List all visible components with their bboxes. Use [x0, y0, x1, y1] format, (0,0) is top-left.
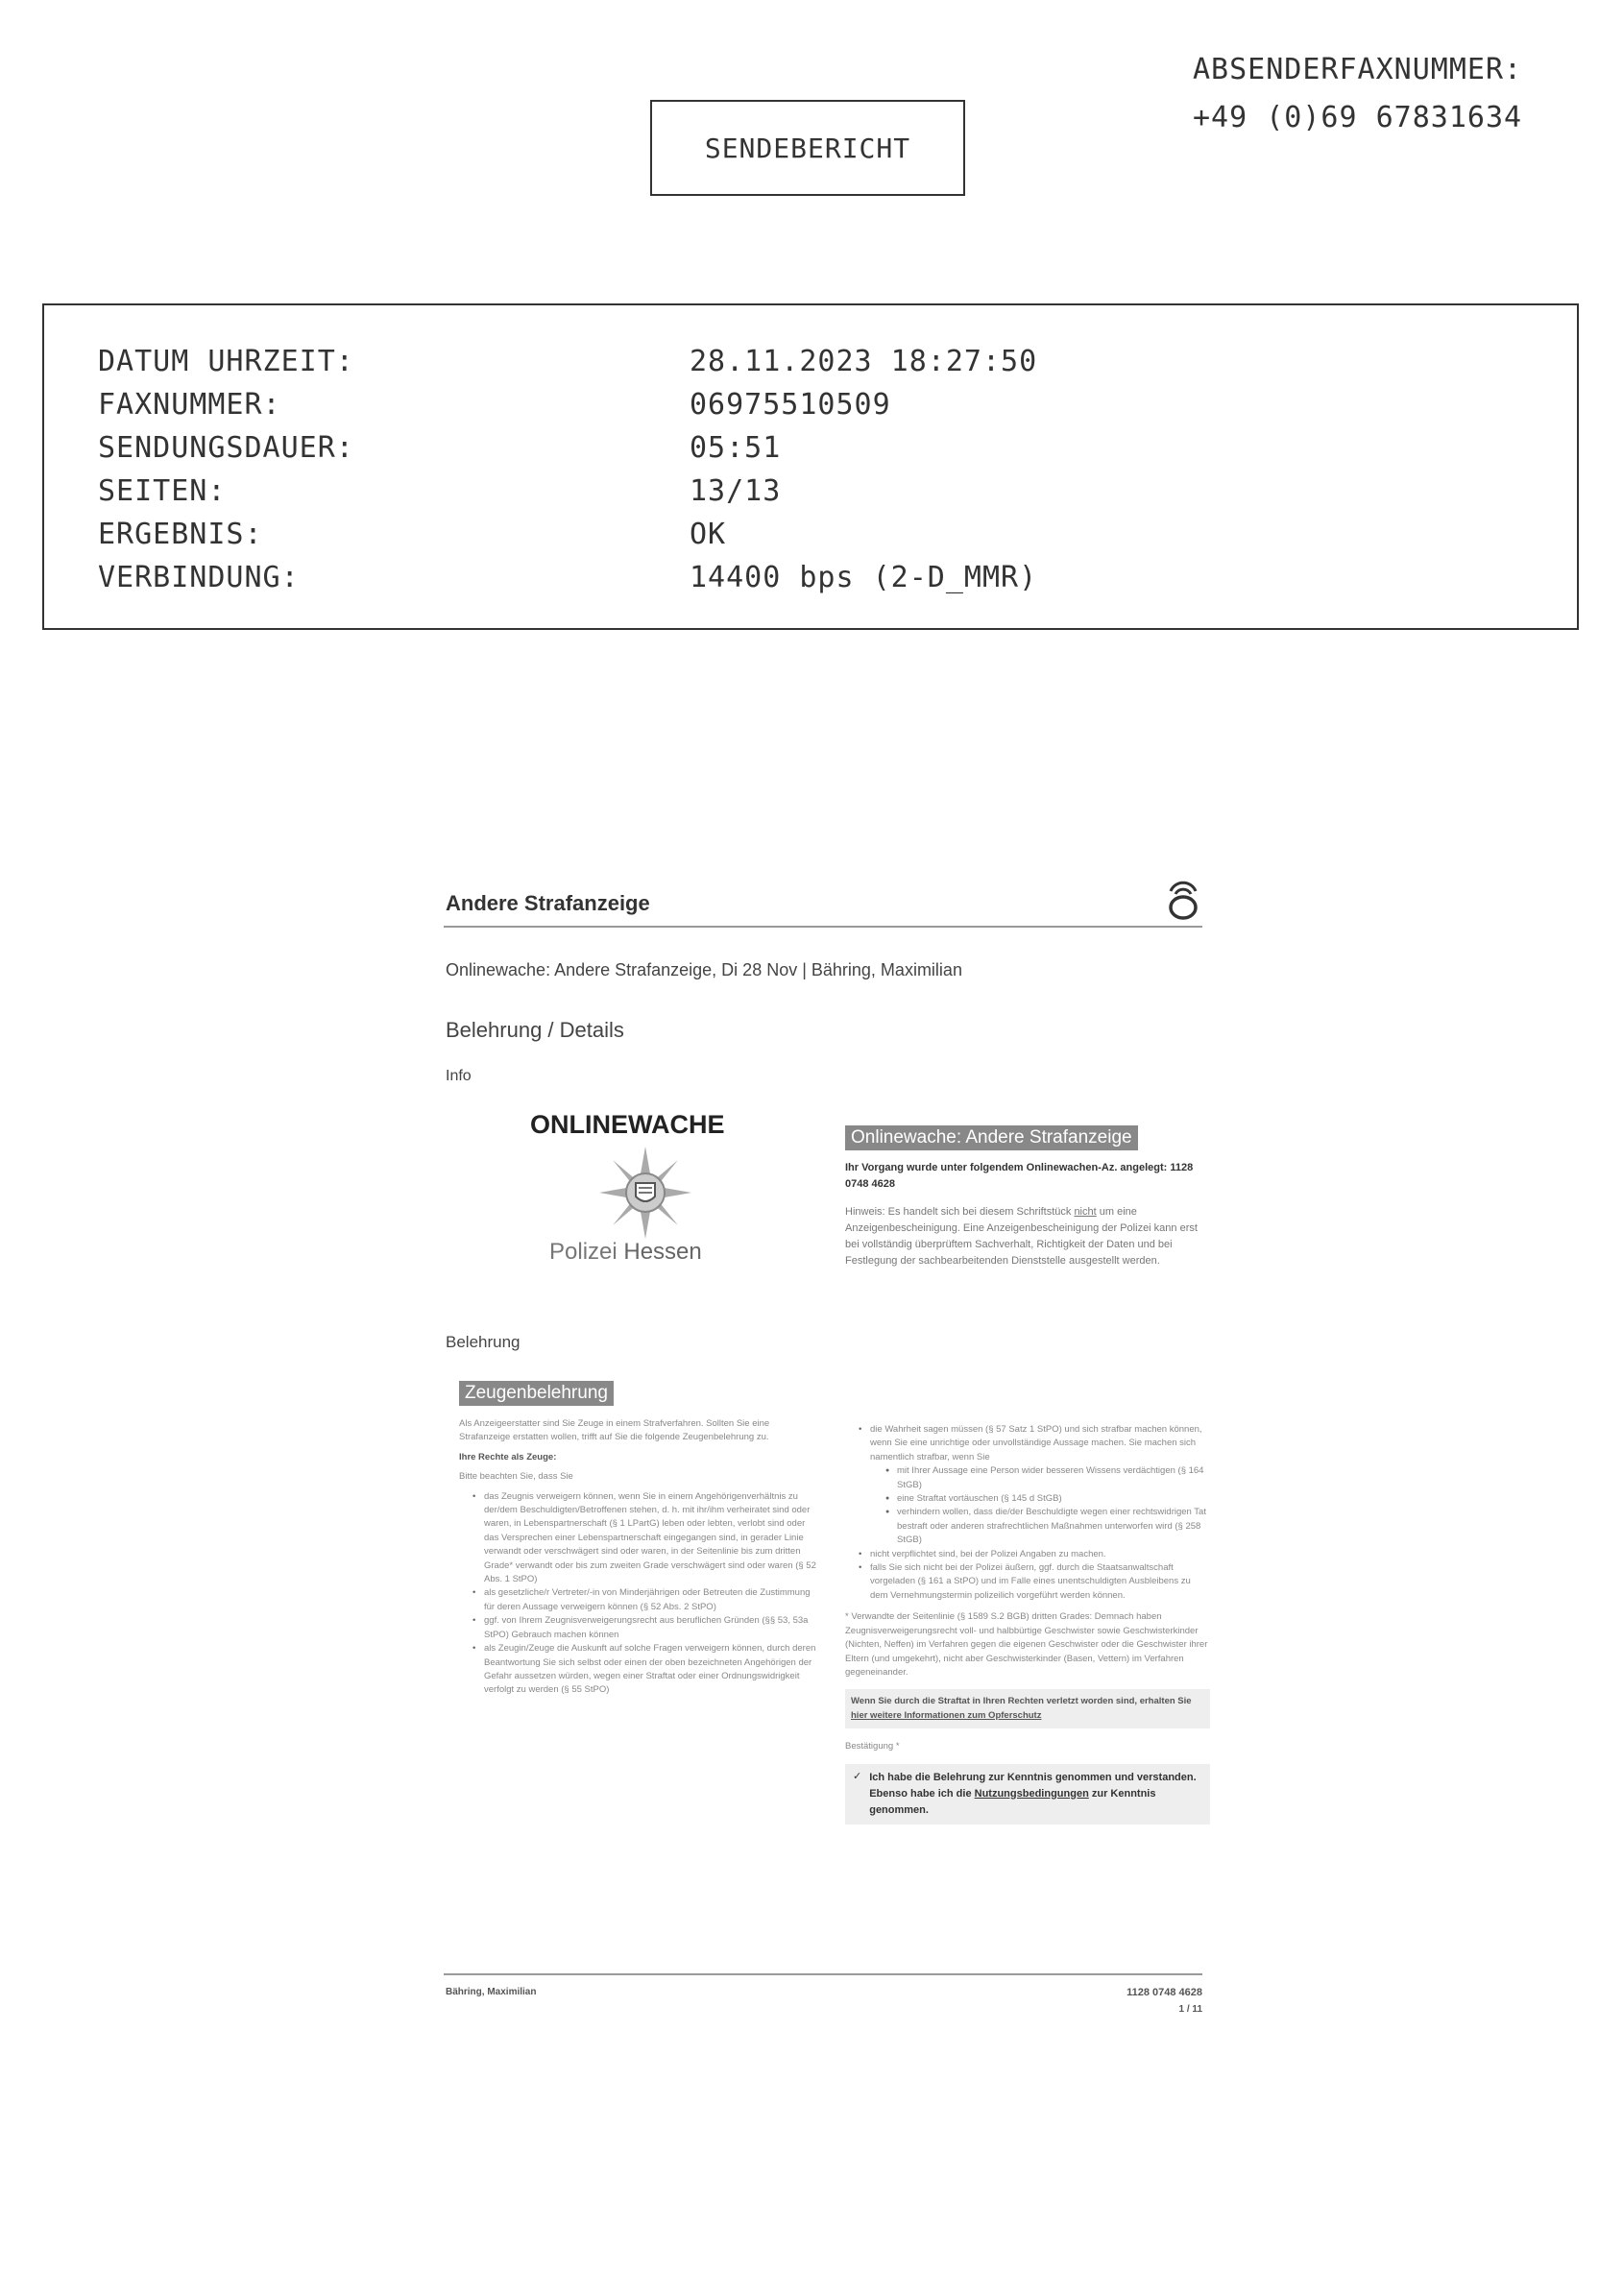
summary-row-verbindung	[98, 556, 1577, 599]
summary-value: 06975510509	[690, 388, 891, 422]
rechte-intro: Bitte beachten Sie, dass Sie	[459, 1471, 573, 1483]
logo-name	[549, 1239, 702, 1266]
logo-wordmark: ONLINEWACHE	[530, 1110, 725, 1139]
report-title: SENDEBERICHT	[650, 100, 965, 196]
police-star-icon	[597, 1145, 693, 1241]
summary-row-ergebnis	[98, 513, 1577, 556]
check-icon: ✓	[853, 1770, 862, 1782]
bestaetigung-label: Bestätigung *	[845, 1741, 900, 1752]
summary-value: 28.11.2023 18:27:50	[690, 345, 1038, 378]
summary-label: SEITEN:	[98, 474, 227, 508]
info-panel	[845, 1125, 1210, 1269]
embedded-document-page	[444, 864, 1212, 2017]
summary-label: FAXNUMMER:	[98, 388, 281, 422]
doc-header	[444, 864, 1202, 928]
summary-row-datum	[98, 340, 1577, 383]
list-item: ● verhindern wollen, dass die/der Beschuldigte wegen einer rechtswidrigen Tat bestraft oder anderen strafrechtlichen Maßnahmen unterworfen wird (§ 258 StGB)	[897, 1506, 1210, 1547]
zeugenbelehrung-title: Zeugenbelehrung	[459, 1381, 614, 1406]
sender-fax-label: ABSENDERFAXNUMMER:	[1193, 53, 1523, 86]
doc-subtitle: Onlinewache: Andere Strafanzeige, Di 28 Nov | Bähring, Maximilian	[446, 960, 962, 979]
section-title: Belehrung / Details	[446, 1018, 624, 1042]
logo-name-hessen: Hessen	[623, 1239, 702, 1265]
summary-value: 14400 bps (2-D_MMR)	[690, 561, 1038, 594]
zeugenbelehrung-left-column	[459, 1381, 820, 1698]
zeugenbelehrung-right-column	[845, 1423, 1210, 1825]
confirmation-text-part-2: zur Kenntnis genommen.	[869, 1787, 1156, 1816]
list-item: • als Zeugin/Zeuge die Auskunft auf solche Fragen verweigern können, durch deren Beantwortung Sie sich selbst oder einen der oben bezeichneten Angehörigen der Gefahr aussetzen würden, wegen einer Straftat oder einer Ordnungswidrigkeit verfolgt zu werden (§ 55 StPO)	[484, 1642, 820, 1698]
list-item: ● mit Ihrer Aussage eine Person wider besseren Wissens verdächtigen (§ 164 StGB)	[897, 1464, 1210, 1492]
sender-fax-number: +49 (0)69 67831634	[1193, 101, 1523, 134]
footer-page-number: 1 / 11	[1178, 2004, 1202, 2015]
pflicht-item-text: die Wahrheit sagen müssen (§ 57 Satz 1 StPO) und sich strafbar machen können, wenn Sie eine unrichtige oder unvollständige Aussage machen. Sie machen sich namentlich strafbar, wenn Sie	[870, 1424, 1202, 1462]
footer-name: Bähring, Maximilian	[446, 1987, 537, 1997]
sender-fax-block	[1193, 46, 1522, 142]
case-reference: Ihr Vorgang wurde unter folgendem Onlinewachen-Az. angelegt: 1128 0748 4628	[845, 1162, 1194, 1190]
info-hint-part-2: um eine Anzeigenbescheinigung. Eine Anzeigenbescheinigung der Polizei kann erst bei vollständig überprüftem Sachverhalt, Richtigkeit der Daten und bei Festlegung der sachbearbeitenden Dienststelle ausgestellt werden.	[845, 1206, 1198, 1267]
summary-label: VERBINDUNG:	[98, 561, 300, 594]
doc-title: Andere Strafanzeige	[446, 891, 650, 915]
nutzungsbedingungen-link[interactable]: Nutzungsbedingungen	[974, 1787, 1089, 1800]
polizei-hessen-logo	[501, 1110, 761, 1283]
list-item: • ggf. von Ihrem Zeugnisverweigerungsrecht aus beruflichen Gründen (§§ 53, 53a StPO) Gebrauch machen können	[484, 1614, 820, 1642]
info-hint-part-1: Hinweis: Es handelt sich bei diesem Schriftstück	[845, 1206, 1075, 1218]
info-heading: Onlinewache: Andere Strafanzeige	[845, 1125, 1138, 1150]
summary-label: SENDUNGSDAUER:	[98, 431, 354, 465]
summary-value: 13/13	[690, 474, 782, 508]
rechte-heading: Ihre Rechte als Zeuge:	[459, 1451, 557, 1462]
pflicht-sub-list	[870, 1464, 1210, 1547]
onlinewache-logo-icon	[1166, 878, 1200, 920]
summary-row-dauer	[98, 426, 1577, 470]
summary-value: OK	[690, 518, 727, 551]
list-item: • nicht verpflichtet sind, bei der Polizei Angaben zu machen.	[870, 1548, 1210, 1561]
footer-reference: 1128 0748 4628	[1126, 1987, 1202, 1998]
opferschutz-text: Wenn Sie durch die Straftat in Ihren Rechten verletzt worden sind, erhalten Sie	[851, 1696, 1192, 1707]
list-item	[870, 1423, 1210, 1548]
list-item: • falls Sie sich nicht bei der Polizei äußern, ggf. durch die Staatsanwaltschaft vorgeladen (§ 161 a StPO) und im Falle eines unentschuldigten Ausbleibens zu dem Vernehmungstermin polizeilich vorgeführt werden können.	[870, 1561, 1210, 1603]
logo-name-polizei: Polizei	[549, 1239, 618, 1265]
info-hint-nicht: nicht	[1074, 1206, 1097, 1218]
summary-label: DATUM UHRZEIT:	[98, 345, 354, 378]
zeugen-intro: Als Anzeigeerstatter sind Sie Zeuge in einem Strafverfahren. Sollten Sie eine Strafanzeige erstatten wollen, trifft auf Sie die folgende Zeugenbelehrung zu.	[459, 1418, 770, 1443]
transmission-summary	[42, 303, 1579, 630]
info-hint	[845, 1204, 1210, 1269]
belehrung-label: Belehrung	[446, 1333, 521, 1351]
list-item: • als gesetzliche/r Vertreter/-in von Minderjährigen oder Betreuten die Zustimmung für deren Aussage verweigern können (§ 52 Abs. 2 StPO)	[484, 1586, 820, 1614]
summary-row-faxnummer	[98, 383, 1577, 426]
confirmation-text-part-1: Ich habe die Belehrung zur Kenntnis genommen und verstanden. Ebenso habe ich die	[869, 1771, 1197, 1800]
list-item: • das Zeugnis verweigern können, wenn Sie in einem Angehörigenverhältnis zu der/dem Beschuldigten/Betroffenen stehen, d. h. mit ihr/ihm verheiratet sind oder waren, in Lebenspartnerschaft (§ 1 LPartG) leben oder lebten, verlobt sind oder das Versprechen einer Lebenspartnerschaft eingegangen sind, in gerader Linie verwandt oder verschwägert sind oder waren, in der Seitenlinie bis zum dritten Grade* verwandt oder bis zum zweiten Grade verschwägert sind oder waren (§ 52 Abs. 1 StPO)	[484, 1490, 820, 1587]
rechte-list	[459, 1490, 820, 1698]
info-label: Info	[446, 1068, 472, 1084]
confirmation-text	[869, 1770, 1204, 1819]
pflicht-list	[845, 1423, 1210, 1603]
opferschutz-box	[845, 1689, 1210, 1728]
summary-label: ERGEBNIS:	[98, 518, 263, 551]
summary-value: 05:51	[690, 431, 782, 465]
verwandt-note: * Verwandte der Seitenlinie (§ 1589 S.2 BGB) dritten Grades: Demnach haben Zeugnisverweigerungsrecht voll- und halbbürtige Geschwister sowie Geschwisterkinder (Nichten, Neffen) im Verfahren gegen die eigenen Geschwister oder die Geschwister ihrer Eltern (und umgekehrt), nicht aber Geschwisterkinder (Basen, Vettern) im Verfahren gegeneinander.	[845, 1611, 1208, 1678]
confirmation-checkbox[interactable]	[845, 1764, 1210, 1825]
list-item: ● eine Straftat vortäuschen (§ 145 d StGB)	[897, 1492, 1210, 1506]
opferschutz-link[interactable]: hier weitere Informationen zum Opferschutz	[851, 1709, 1042, 1721]
doc-footer	[444, 1973, 1202, 2015]
summary-row-seiten	[98, 470, 1577, 513]
